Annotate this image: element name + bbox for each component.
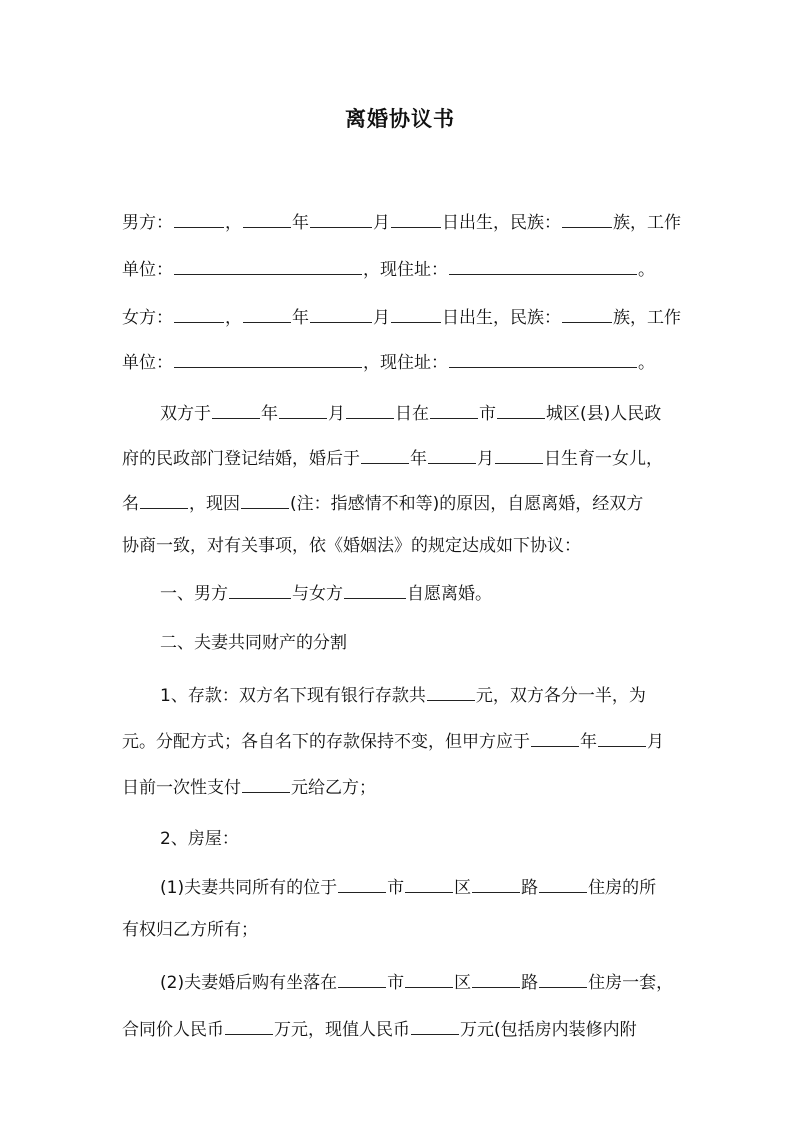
blank[interactable]: [229, 597, 291, 599]
item-2-heading: 二、夫妻共同财产的分割: [160, 633, 347, 653]
blank[interactable]: [405, 986, 453, 988]
blank[interactable]: [338, 891, 386, 893]
item-1: 一、男方 与女方 自愿离婚。: [160, 584, 492, 604]
blank[interactable]: [472, 891, 520, 893]
blank[interactable]: [562, 226, 612, 228]
blank[interactable]: [279, 417, 327, 419]
marriage-line-1: 双方于 年 月 日在 市 城区(县)人民政: [160, 404, 662, 424]
blank[interactable]: [430, 417, 478, 419]
blank[interactable]: [427, 699, 475, 701]
blank[interactable]: [242, 791, 290, 793]
blank[interactable]: [174, 321, 224, 323]
blank[interactable]: [338, 986, 386, 988]
deposit-line-3: 日前一次性支付 元给乙方；: [122, 778, 376, 798]
blank[interactable]: [361, 462, 409, 464]
blank[interactable]: [391, 226, 441, 228]
house-1-line-2: 有权归乙方所有；: [122, 920, 258, 940]
blank[interactable]: [405, 891, 453, 893]
blank[interactable]: [449, 273, 637, 275]
document-title: 离婚协议书: [345, 107, 455, 131]
house-2-line-2: 合同价人民币 万元，现值人民币 万元(包括房内装修内附: [122, 1020, 637, 1040]
blank[interactable]: [472, 986, 520, 988]
blank[interactable]: [212, 417, 260, 419]
blank[interactable]: [391, 321, 441, 323]
blank[interactable]: [344, 597, 406, 599]
deposit-line-2: 元。分配方式；各自名下的存款保持不变，但甲方应于 年 月: [122, 732, 664, 752]
blank[interactable]: [428, 462, 476, 464]
blank[interactable]: [531, 745, 579, 747]
blank[interactable]: [174, 366, 362, 368]
blank[interactable]: [562, 321, 612, 323]
blank[interactable]: [243, 226, 291, 228]
house-2-line-1: (2)夫妻婚后购有坐落在 市 区 路 住房一套，: [160, 973, 674, 993]
blank[interactable]: [241, 507, 289, 509]
blank[interactable]: [411, 1033, 459, 1035]
marriage-line-3: 名 ，现因 (注：指感情不和等)的原因，自愿离婚，经双方: [122, 494, 644, 514]
marriage-line-2: 府的民政部门登记结婚，婚后于 年 月 日生育一女儿，: [122, 449, 663, 469]
blank[interactable]: [174, 226, 224, 228]
blank[interactable]: [243, 321, 291, 323]
blank[interactable]: [449, 366, 637, 368]
blank[interactable]: [346, 417, 394, 419]
blank[interactable]: [539, 986, 587, 988]
blank[interactable]: [140, 507, 188, 509]
deposit-line-1: 1、存款：双方名下现有银行存款共 元，双方各分一半，为: [160, 686, 646, 706]
female-line-2: 单位： ，现住址： 。: [122, 353, 655, 373]
male-line-1: 男方： ， 年 月 日出生，民族： 族，工作: [122, 213, 681, 233]
blank[interactable]: [495, 462, 543, 464]
blank[interactable]: [539, 891, 587, 893]
blank[interactable]: [497, 417, 545, 419]
blank[interactable]: [310, 321, 372, 323]
blank[interactable]: [174, 273, 362, 275]
male-line-2: 单位： ，现住址： 。: [122, 260, 655, 280]
blank[interactable]: [598, 745, 646, 747]
house-1-line-1: (1)夫妻共同所有的位于 市 区 路 住房的所: [160, 878, 657, 898]
female-line-1: 女方： ， 年 月 日出生，民族： 族，工作: [122, 308, 681, 328]
blank[interactable]: [225, 1033, 273, 1035]
marriage-line-4: 协商一致，对有关事项，依《婚姻法》的规定达成如下协议：: [122, 536, 581, 556]
blank[interactable]: [310, 226, 372, 228]
house-label: 2、房屋：: [160, 829, 239, 849]
